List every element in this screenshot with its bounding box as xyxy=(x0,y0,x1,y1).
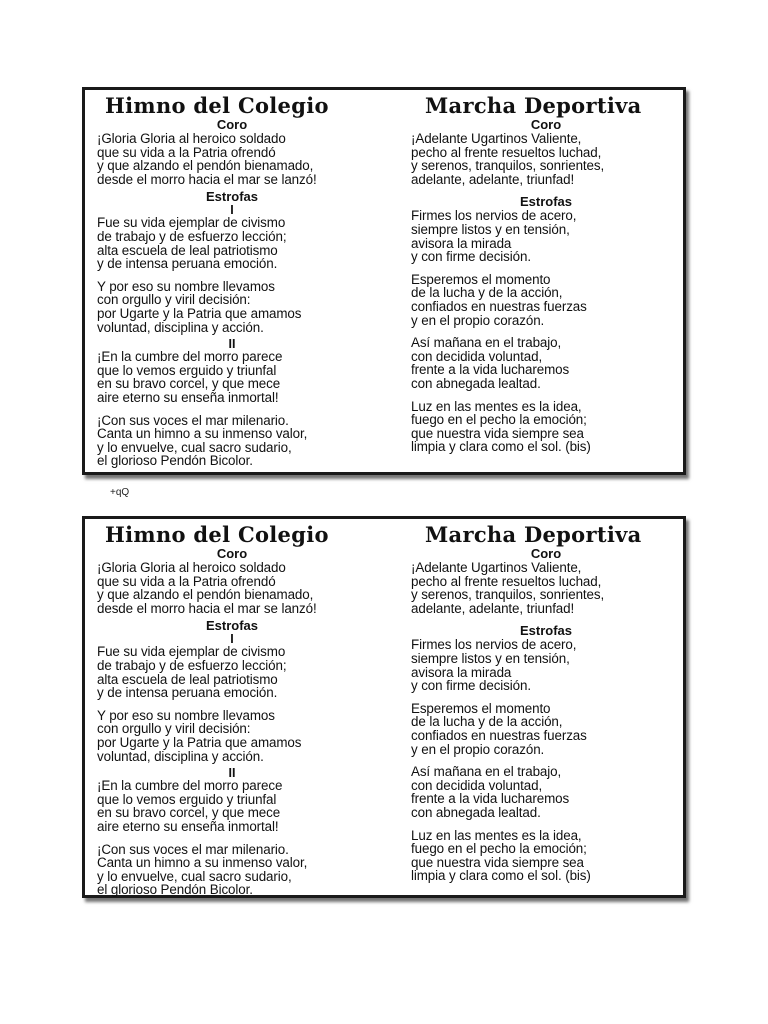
marcha-column xyxy=(411,94,681,454)
anthem-card-2 xyxy=(82,516,686,898)
marcha-estrofas-heading: Estrofas xyxy=(519,194,573,210)
himno-title: Himno del Colegio xyxy=(105,93,329,118)
himno-stanza-3: ¡En la cumbre del morro parece que lo vemos erguido y triunfal en su bravo corcel, y que mece aire eterno su enseña inmortal! xyxy=(97,349,283,405)
marcha-title: Marcha Deportiva xyxy=(425,522,642,547)
himno-stanza-1: Fue su vida ejemplar de civismo de trabajo y de esfuerzo lección; alta escuela de leal patriotismo y de intensa peruana emoción. xyxy=(97,215,287,272)
himno-coro-text: ¡Gloria Gloria al heroico soldado que su vida a la Patria ofrendó y que alzando el pendón bienamado, desde el morro hacia el mar se lanzó! xyxy=(97,131,317,187)
marcha-coro-heading: Coro xyxy=(530,546,562,561)
anthem-card-1 xyxy=(82,87,686,475)
marcha-stanza-3: Así mañana en el trabajo, con decidida voluntad, frente a la vida lucharemos con abnegada lealtad. xyxy=(411,335,570,391)
marcha-estrofas-heading: Estrofas xyxy=(519,623,573,639)
himno-stanza-3: ¡En la cumbre del morro parece que lo vemos erguido y triunfal en su bravo corcel, y que mece aire eterno su enseña inmortal! xyxy=(97,778,283,834)
himno-estrofas-heading: Estrofas xyxy=(205,618,259,634)
marcha-stanza-4: Luz en las mentes es la idea, fuego en el pecho la emoción; que nuestra vida siempre sea limpia y clara como el sol. (bis) xyxy=(411,827,591,884)
himno-stanza-4: ¡Con sus voces el mar milenario. Canta un himno a su inmenso valor, y lo envuelve, cual sacro sudario, el glorioso Pendón Bicolor. xyxy=(97,412,308,469)
marcha-coro-heading: Coro xyxy=(530,117,562,132)
himno-estrofas-heading: Estrofas xyxy=(205,189,259,205)
himno-numeral-1: I xyxy=(230,632,234,647)
himno-coro-text: ¡Gloria Gloria al heroico soldado que su vida a la Patria ofrendó y que alzando el pendón bienamado, desde el morro hacia el mar se lanzó! xyxy=(97,560,317,616)
himno-numeral-2: II xyxy=(228,766,236,781)
marcha-stanza-4: Luz en las mentes es la idea, fuego en el pecho la emoción; que nuestra vida siempre sea limpia y clara como el sol. (bis) xyxy=(411,398,591,455)
marcha-column xyxy=(411,523,681,883)
marcha-stanza-2: Esperemos el momento de la lucha y de la acción, confiados en nuestras fuerzas y en el propio corazón. xyxy=(411,271,587,328)
marcha-title: Marcha Deportiva xyxy=(425,93,642,118)
marcha-coro-text: ¡Adelante Ugartinos Valiente, pecho al frente resueltos luchad, y serenos, tranquilos, sonrientes, adelante, adelante, triunfad! xyxy=(411,560,605,616)
stray-note: +qQ xyxy=(110,487,130,498)
himno-stanza-4: ¡Con sus voces el mar milenario. Canta un himno a su inmenso valor, y lo envuelve, cual sacro sudario, el glorioso Pendón Bicolor. xyxy=(97,841,308,898)
himno-stanza-2: Y por eso su nombre llevamos con orgullo y viril decisión: por Ugarte y la Patria que amamos voluntad, disciplina y acción. xyxy=(97,278,302,335)
marcha-stanza-1: Firmes los nervios de acero, siempre listos y en tensión, avisora la mirada y con firme decisión. xyxy=(411,208,577,265)
marcha-coro-text: ¡Adelante Ugartinos Valiente, pecho al frente resueltos luchad, y serenos, tranquilos, sonrientes, adelante, adelante, triunfad! xyxy=(411,131,605,187)
marcha-stanza-2: Esperemos el momento de la lucha y de la acción, confiados en nuestras fuerzas y en el propio corazón. xyxy=(411,700,587,757)
himno-title: Himno del Colegio xyxy=(105,522,329,547)
himno-numeral-1: I xyxy=(230,203,234,218)
himno-stanza-2: Y por eso su nombre llevamos con orgullo y viril decisión: por Ugarte y la Patria que amamos voluntad, disciplina y acción. xyxy=(97,707,302,764)
himno-coro-heading: Coro xyxy=(216,546,248,561)
himno-numeral-2: II xyxy=(228,337,236,352)
himno-column xyxy=(97,523,397,897)
marcha-stanza-3: Así mañana en el trabajo, con decidida voluntad, frente a la vida lucharemos con abnegada lealtad. xyxy=(411,764,570,820)
marcha-stanza-1: Firmes los nervios de acero, siempre listos y en tensión, avisora la mirada y con firme decisión. xyxy=(411,637,577,694)
himno-column xyxy=(97,94,397,468)
himno-coro-heading: Coro xyxy=(216,117,248,132)
himno-stanza-1: Fue su vida ejemplar de civismo de trabajo y de esfuerzo lección; alta escuela de leal patriotismo y de intensa peruana emoción. xyxy=(97,644,287,701)
